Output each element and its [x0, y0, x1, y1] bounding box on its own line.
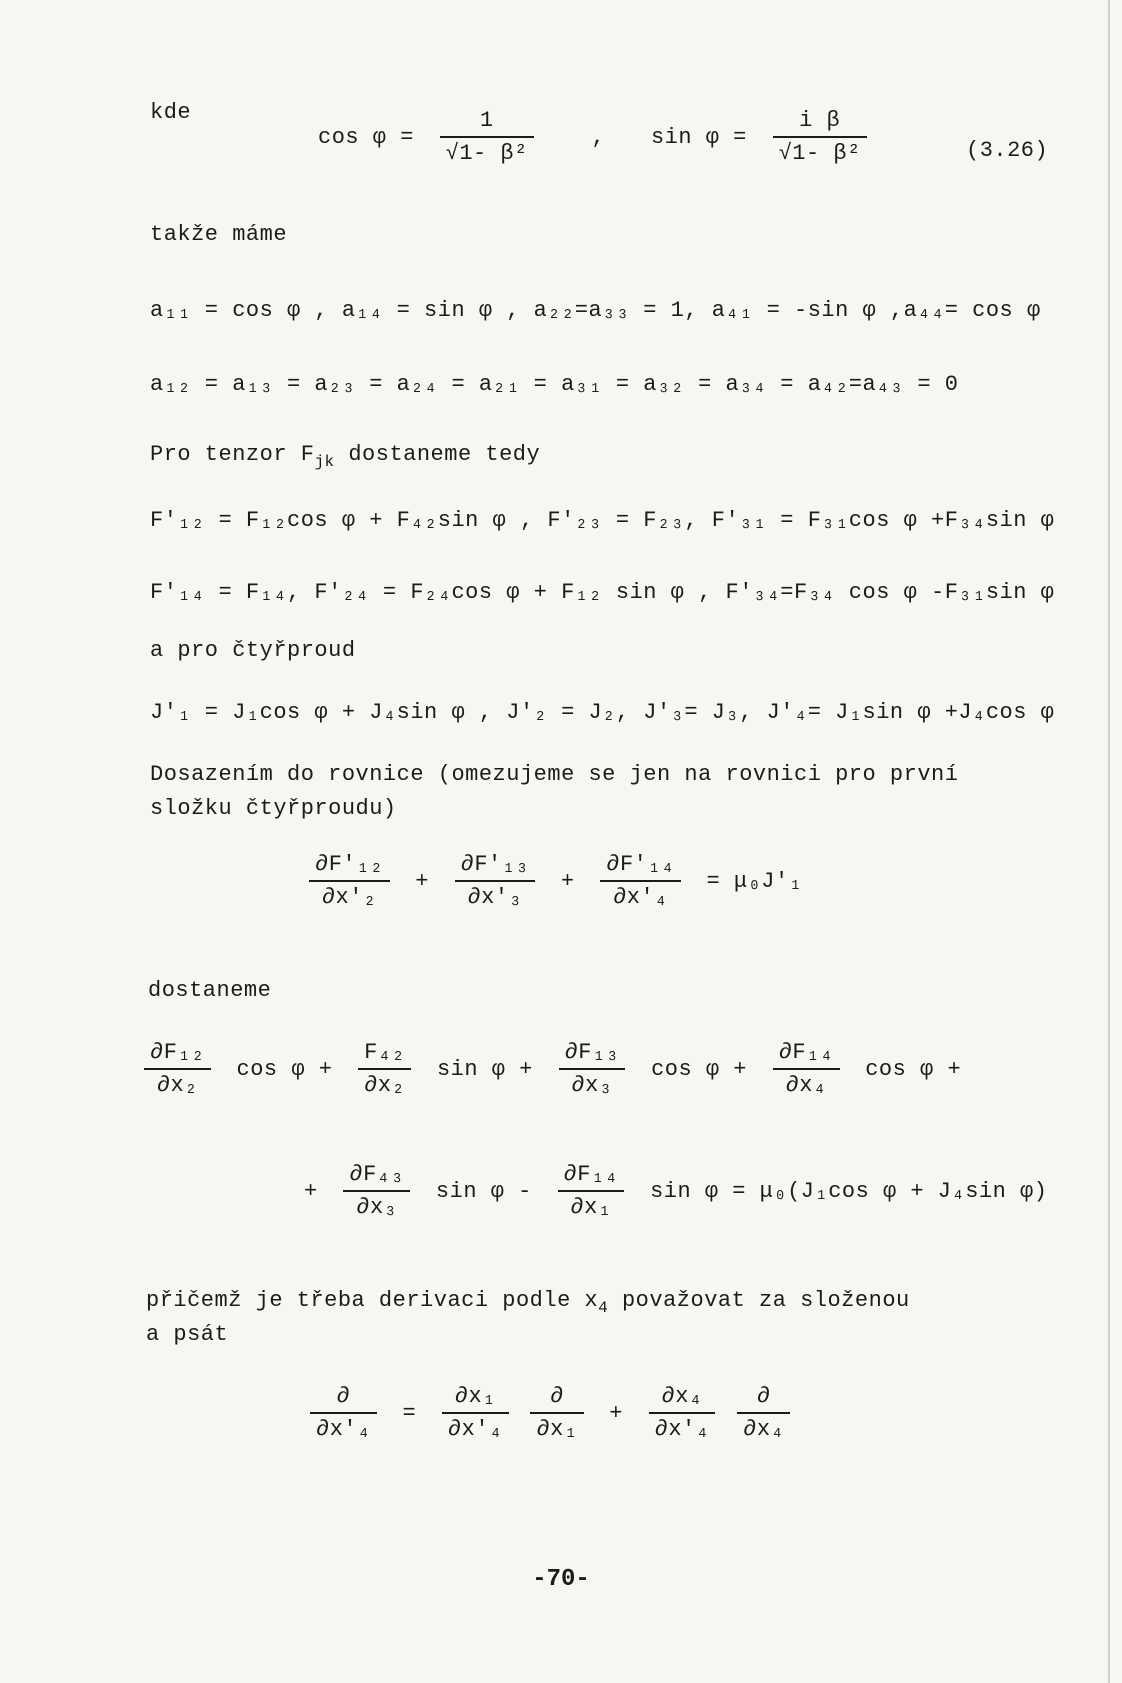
sin-lhs: sin φ = [650, 124, 747, 150]
l1-term-4-numerator: ∂F₁₄ [773, 1040, 840, 1070]
sin-fraction [773, 108, 867, 166]
l1-term-3 [559, 1040, 626, 1098]
l1-term-2 [358, 1040, 411, 1098]
l1-term-4 [773, 1040, 840, 1098]
pricemz-subscript: 4 [598, 1299, 609, 1317]
l1-term-1-denominator: ∂x₂ [156, 1073, 198, 1098]
term-3-denominator: ∂x′₄ [613, 885, 668, 910]
cos-denominator: √1- β² [445, 141, 528, 166]
l1-term-3-function: cos φ + [651, 1056, 748, 1082]
chain-lhs-denominator: ∂x′₄ [316, 1417, 371, 1442]
plus-sign: + [609, 1400, 623, 1426]
term-1 [309, 852, 390, 910]
l2-term-2-denominator: ∂x₁ [570, 1195, 612, 1220]
a-psat-text: a psát [146, 1322, 229, 1347]
kde-label: kde [150, 100, 192, 125]
l2-term-1-numerator: ∂F₄₃ [343, 1162, 410, 1192]
pricemz-label: přičemž je třeba derivaci podle x [146, 1288, 599, 1313]
l2-term-2-numerator: ∂F₁₄ [558, 1162, 625, 1192]
long-equation-line-1 [140, 1040, 969, 1098]
term-2-denominator: ∂x′₃ [467, 885, 523, 910]
l2-term-1-denominator: ∂x₃ [356, 1195, 398, 1220]
dostaneme-text: dostaneme [148, 978, 272, 1003]
l2-term-2 [558, 1162, 625, 1220]
chain-lhs-numerator: ∂ [310, 1384, 377, 1414]
cos-numerator: 1 [440, 108, 534, 138]
equation-rhs: = μ₀J′₁ [706, 868, 803, 894]
pro-tenzor-label: Pro tenzor F [150, 442, 315, 467]
l1-term-1-numerator: ∂F₁₂ [144, 1040, 211, 1070]
chain-c [649, 1384, 716, 1442]
equals-sign: = [402, 1400, 417, 1426]
sin-denominator: √1- β² [778, 141, 861, 166]
takze-text: takže máme [150, 222, 288, 247]
l1-term-2-denominator: ∂x₂ [364, 1073, 406, 1098]
chain-d [737, 1384, 790, 1442]
term-3-numerator: ∂F′₁₄ [600, 852, 681, 882]
l1-term-3-numerator: ∂F₁₃ [559, 1040, 626, 1070]
page-number: -70- [532, 1566, 590, 1593]
l1-term-2-numerator: F₄₂ [358, 1040, 411, 1070]
term-1-numerator: ∂F′₁₂ [309, 852, 390, 882]
chain-c-numerator: ∂x₄ [649, 1384, 716, 1414]
pricemz-rest: považovat za složenou [608, 1288, 910, 1313]
divergence-equation [305, 852, 810, 910]
l1-term-4-denominator: ∂x₄ [785, 1073, 827, 1098]
pro-tenzor-rest: dostaneme tedy [334, 442, 541, 467]
pro-tenzor-text [150, 442, 540, 471]
l1-term-3-denominator: ∂x₃ [571, 1073, 613, 1098]
equation-3-26 [310, 108, 871, 166]
l1-term-1 [144, 1040, 211, 1098]
l1-term-1-function: cos φ + [236, 1056, 333, 1082]
term-3 [600, 852, 681, 910]
pro-tenzor-subscript: jk [314, 453, 335, 471]
equation-label: (3.26) [966, 138, 1049, 163]
dosazenim-line-1: Dosazením do rovnice (omezujeme se jen na rovnici pro první [150, 762, 959, 787]
leading-plus: + [304, 1178, 318, 1204]
l1-term-2-function: sin φ + [436, 1056, 533, 1082]
separator-comma: , [591, 124, 606, 150]
chain-lhs [310, 1384, 377, 1442]
chain-c-denominator: ∂x′₄ [654, 1417, 710, 1442]
term-2 [455, 852, 536, 910]
chain-a-denominator: ∂x′₄ [447, 1417, 503, 1442]
chain-a-numerator: ∂x₁ [442, 1384, 509, 1414]
l2-term-2-function: sin φ = μ₀(J₁cos φ + J₄sin φ) [650, 1178, 1048, 1204]
coefficients-line-1: a₁₁ = cos φ , a₁₄ = sin φ , a₂₂=a₃₃ = 1, a₄₁ = -sin φ ,a₄₄= cos φ [150, 298, 1041, 323]
page-edge [1108, 0, 1110, 1683]
pricemz-text [146, 1288, 910, 1317]
chain-d-numerator: ∂ [737, 1384, 790, 1414]
coefficients-line-2: a₁₂ = a₁₃ = a₂₃ = a₂₄ = a₂₁ = a₃₁ = a₃₂ = a₃₄ = a₄₂=a₄₃ = 0 [150, 372, 959, 397]
term-2-numerator: ∂F′₁₃ [455, 852, 536, 882]
tensor-line-1: F′₁₂ = F₁₂cos φ + F₄₂sin φ , F′₂₃ = F₂₃, F′₃₁ = F₃₁cos φ +F₃₄sin φ [150, 508, 1055, 533]
long-equation-line-2 [296, 1162, 1055, 1220]
chain-b-numerator: ∂ [530, 1384, 583, 1414]
chain-d-denominator: ∂x₄ [743, 1417, 785, 1442]
chain-a [442, 1384, 509, 1442]
tensor-line-2: F′₁₄ = F₁₄, F′₂₄ = F₂₄cos φ + F₁₂ sin φ , F′₃₄=F₃₄ cos φ -F₃₁sin φ [150, 580, 1055, 605]
sin-numerator: i β [773, 108, 867, 138]
chain-b-denominator: ∂x₁ [536, 1417, 578, 1442]
l2-term-1-function: sin φ - [435, 1178, 532, 1204]
dosazenim-line-2: složku čtyřproudu) [150, 796, 397, 821]
plus-sign: + [415, 868, 429, 894]
cos-lhs: cos φ = [318, 124, 414, 150]
ctyrproud-text: a pro čtyřproud [150, 638, 356, 663]
cos-fraction [440, 108, 534, 166]
term-1-denominator: ∂x′₂ [321, 885, 377, 910]
l1-term-4-function: cos φ + [865, 1056, 962, 1082]
chain-b [530, 1384, 583, 1442]
chain-rule-equation [306, 1384, 794, 1442]
current-line: J′₁ = J₁cos φ + J₄sin φ , J′₂ = J₂, J′₃= J₃, J′₄= J₁sin φ +J₄cos φ [150, 700, 1055, 725]
l2-term-1 [343, 1162, 410, 1220]
plus-sign: + [560, 868, 575, 894]
